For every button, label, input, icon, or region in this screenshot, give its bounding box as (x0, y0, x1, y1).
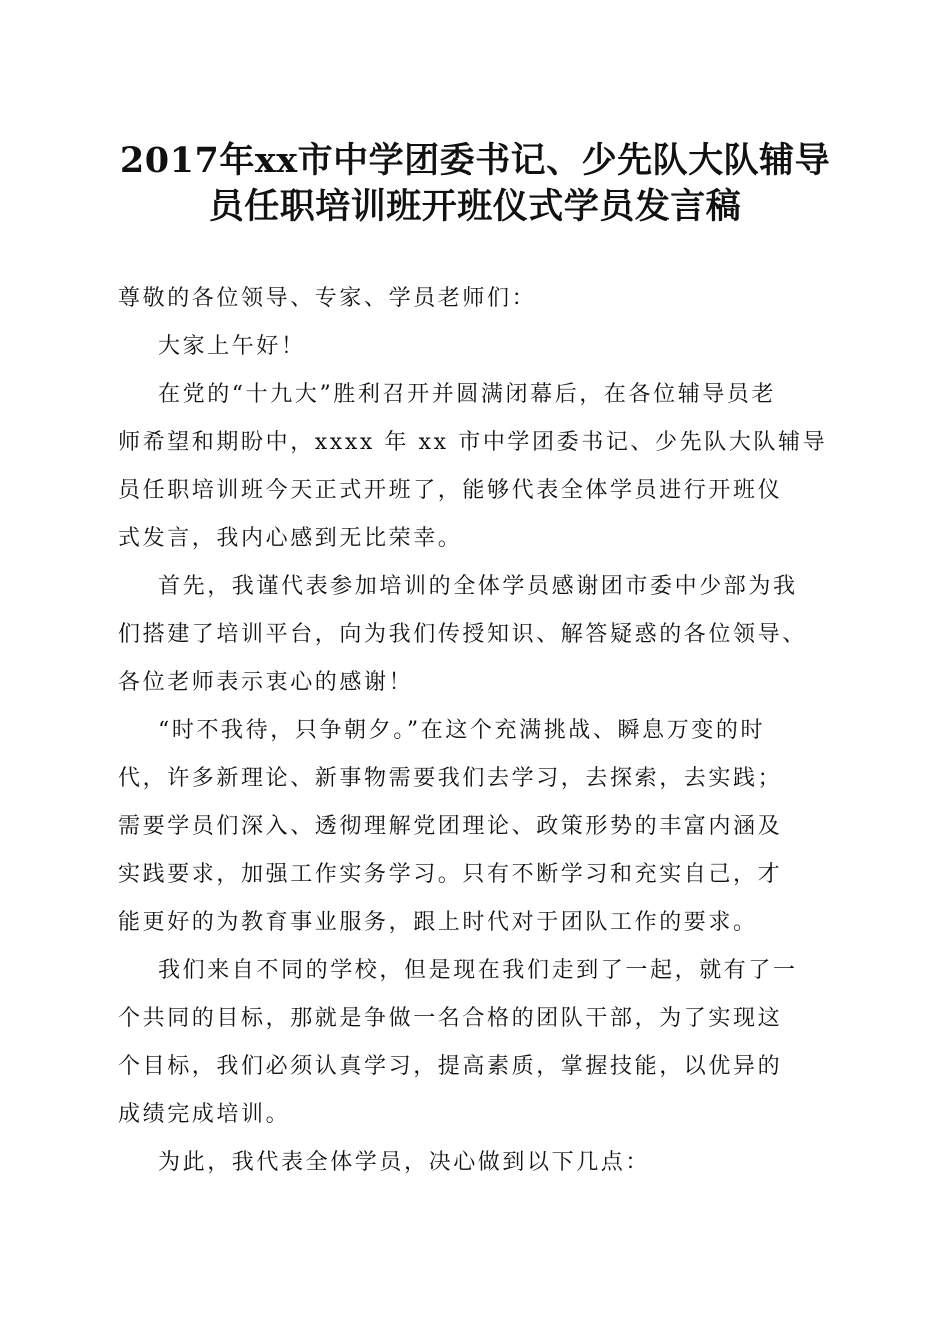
document-title-line-2: 员任职培训班开班仪式学员发言稿 (208, 186, 742, 227)
paragraph-3-line: “时不我待，只争朝夕。”在这个充满挑战、瞬息万变的时 (158, 718, 766, 743)
greeting: 大家上午好！ (158, 334, 306, 359)
paragraph-4-line: 个目标，我们必须认真学习，提高素质，掌握技能，以优异的 (118, 1054, 783, 1079)
paragraph-2-line: 各位老师表示衷心的感谢！ (118, 670, 414, 695)
document-body (118, 275, 838, 1187)
paragraph-4-line: 成绩完成培训。 (118, 1102, 291, 1127)
paragraph-3-line: 能更好的为教育事业服务，跟上时代对于团队工作的要求。 (118, 910, 758, 935)
paragraph-3-line: 需要学员们深入、透彻理解党团理论、政策形势的丰富内涵及 (118, 814, 783, 839)
paragraph-5-line: 为此，我代表全体学员，决心做到以下几点： (158, 1150, 651, 1175)
paragraph-1-line: 员任职培训班今天正式开班了，能够代表全体学员进行开班仪 (118, 478, 783, 503)
paragraph-4-line: 我们来自不同的学校，但是现在我们走到了一起，就有了一 (158, 958, 798, 983)
document-title-line-1: 2017年xx市中学团委书记、少先队大队辅导 (119, 140, 831, 181)
paragraph-2-line: 首先，我谨代表参加培训的全体学员感谢团市委中少部为我 (158, 574, 798, 599)
paragraph-1-line: 师希望和期盼中，xxxx 年 xx 市中学团委书记、少先队大队辅导 (118, 430, 828, 455)
paragraph-2-line: 们搭建了培训平台，向为我们传授知识、解答疑惑的各位领导、 (118, 622, 807, 647)
paragraph-4-line: 个共同的目标，那就是争做一名合格的团队干部，为了实现这 (118, 1006, 783, 1031)
salutation: 尊敬的各位领导、专家、学员老师们： (118, 286, 537, 311)
paragraph-3-line: 代，许多新理论、新事物需要我们去学习，去探索，去实践； (118, 766, 783, 791)
paragraph-3-line: 实践要求，加强工作实务学习。只有不断学习和充实自己，才 (118, 862, 783, 887)
paragraph-1-line: 式发言，我内心感到无比荣幸。 (118, 526, 463, 551)
paragraph-1-line: 在党的“十九大”胜利召开并圆满闭幕后，在各位辅导员老 (158, 382, 777, 407)
